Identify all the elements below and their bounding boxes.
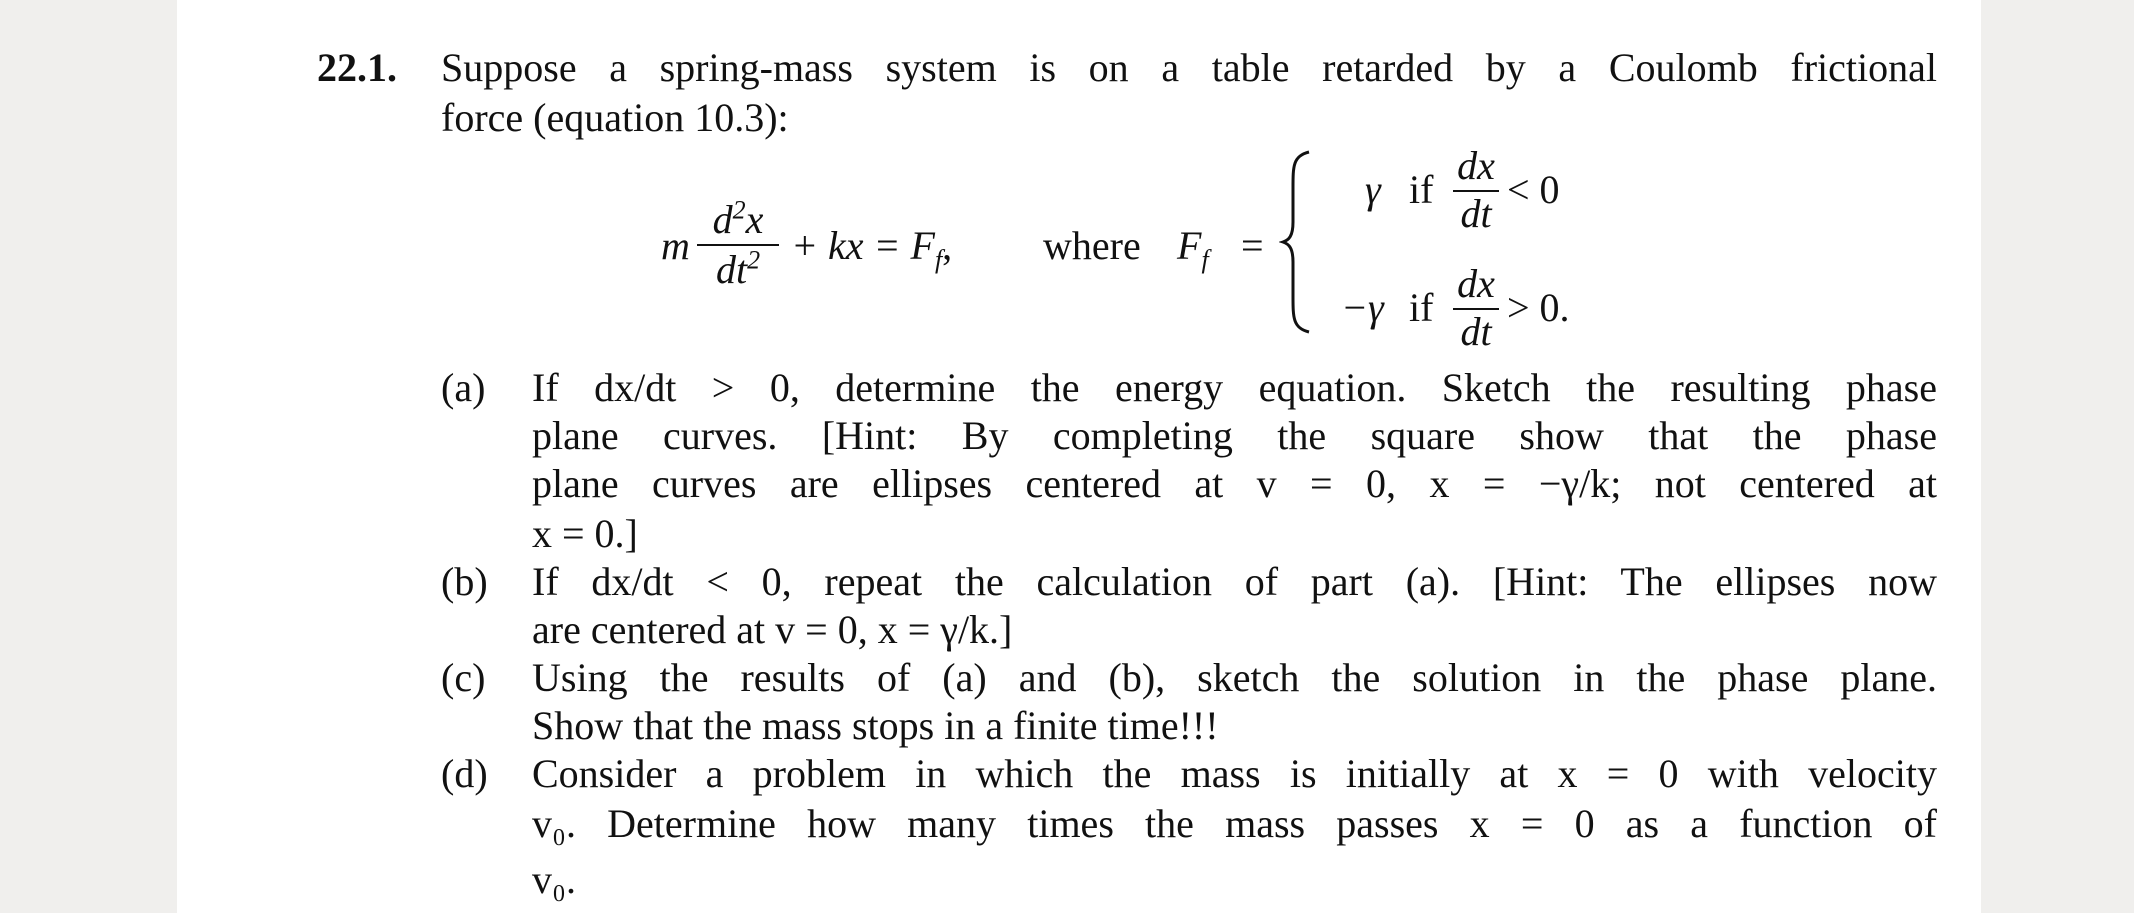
part-a-line-2: plane curves. [Hint: By completing the square show that the phase (532, 413, 1937, 458)
eq-d2x-numerator: $d^2x$ (712, 195, 764, 242)
page (177, 0, 1981, 913)
part-c-line-1: Using the results of (a) and (b), sketch the solution in the phase plane. (532, 655, 1937, 700)
case1-dx: dx (1457, 143, 1495, 188)
eq-dt2-denominator: $dt^2$ (715, 245, 761, 292)
eq-m: m (661, 223, 690, 268)
part-a-line-4: x = 0.] (532, 511, 638, 556)
part-b-label: (b) (441, 559, 488, 604)
part-d-line-1: Consider a problem in which the mass is initially at x = 0 with velocity (532, 751, 1937, 796)
intro-line-2: force (equation 10.3): (441, 95, 789, 140)
document-body (177, 0, 1981, 913)
case2-dx: dx (1457, 261, 1495, 306)
eq-plus-kx: + kx = $F_f$, (791, 223, 953, 274)
part-d-label: (d) (441, 751, 488, 796)
eq-where: where (1043, 223, 1141, 268)
part-d-line-3: v₀. (532, 857, 576, 902)
part-b-line-2: are centered at v = 0, x = γ/k.] (532, 607, 1013, 652)
intro-line-1: Suppose a spring-mass system is on a table retarded by a Coulomb frictional (441, 45, 1937, 90)
case2-value: −γ (1341, 285, 1384, 330)
case1-if: if (1409, 167, 1434, 212)
problem-number: 22.1. (317, 45, 397, 90)
part-a-line-1: If dx/dt > 0, determine the energy equation. Sketch the resulting phase (532, 365, 1937, 410)
case1-value: γ (1365, 167, 1381, 212)
part-a-line-3: plane curves are ellipses centered at v = 0, x = −γ/k; not centered at (532, 461, 1937, 506)
part-d-line-2: v₀. Determine how many times the mass passes x = 0 as a function of (532, 801, 1937, 846)
eq-Ff: $F_f$ (1177, 223, 1209, 274)
case2-if: if (1409, 285, 1434, 330)
part-c-line-2: Show that the mass stops in a finite time!!! (532, 703, 1219, 748)
part-b-line-1: If dx/dt < 0, repeat the calculation of part (a). [Hint: The ellipses now (532, 559, 1937, 604)
eq-equals: = (1241, 223, 1264, 268)
part-c-label: (c) (441, 655, 486, 700)
case1-condition: < 0 (1507, 167, 1560, 212)
part-a-label: (a) (441, 365, 486, 410)
case2-condition: > 0. (1507, 285, 1570, 330)
case1-dt: dt (1460, 191, 1492, 236)
case2-dt: dt (1460, 309, 1492, 354)
left-brace (1279, 148, 1319, 336)
